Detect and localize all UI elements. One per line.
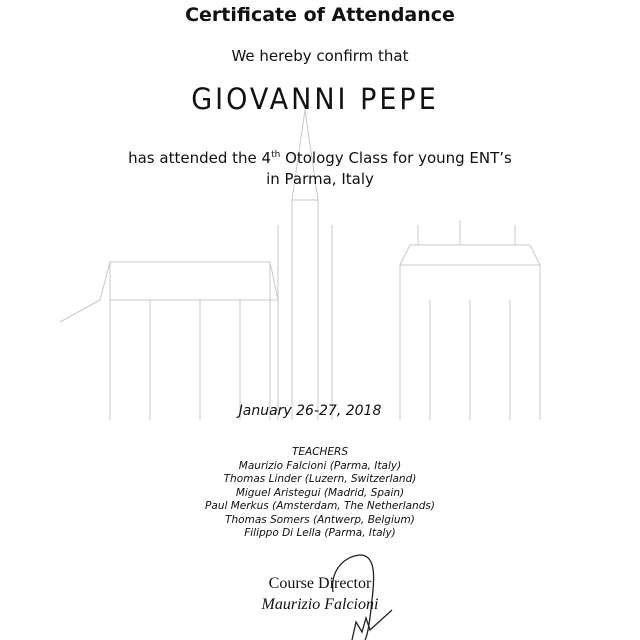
teachers-block xyxy=(0,446,640,541)
attended-post: Otology Class for young ENT’s xyxy=(280,149,512,167)
teacher-item: Thomas Linder (Luzern, Switzerland) xyxy=(223,473,417,485)
teacher-item: Filippo Di Lella (Parma, Italy) xyxy=(244,527,396,539)
confirm-text: We hereby confirm that xyxy=(231,47,409,65)
attended-sup: th xyxy=(271,150,281,160)
certificate-title: Certificate of Attendance xyxy=(185,4,455,26)
teachers-heading: TEACHERS xyxy=(291,446,349,458)
teacher-item: Thomas Somers (Antwerp, Belgium) xyxy=(225,513,415,526)
event-date: January 26-27, 2018 xyxy=(238,403,382,419)
teacher-item: Maurizio Falcioni (Parma, Italy) xyxy=(238,459,402,472)
teacher-item: Paul Merkus (Amsterdam, The Netherlands) xyxy=(205,500,435,512)
attended-pre: has attended the 4 xyxy=(128,149,272,167)
place-text: in Parma, Italy xyxy=(266,170,374,188)
director-name: Maurizio Falcioni xyxy=(261,596,379,613)
attendee-name: GIOVANNI PEPE xyxy=(191,82,439,117)
teacher-item: Miguel Aristegui (Madrid, Spain) xyxy=(235,486,405,499)
director-label: Course Director xyxy=(268,575,372,592)
attended-text xyxy=(0,149,640,167)
